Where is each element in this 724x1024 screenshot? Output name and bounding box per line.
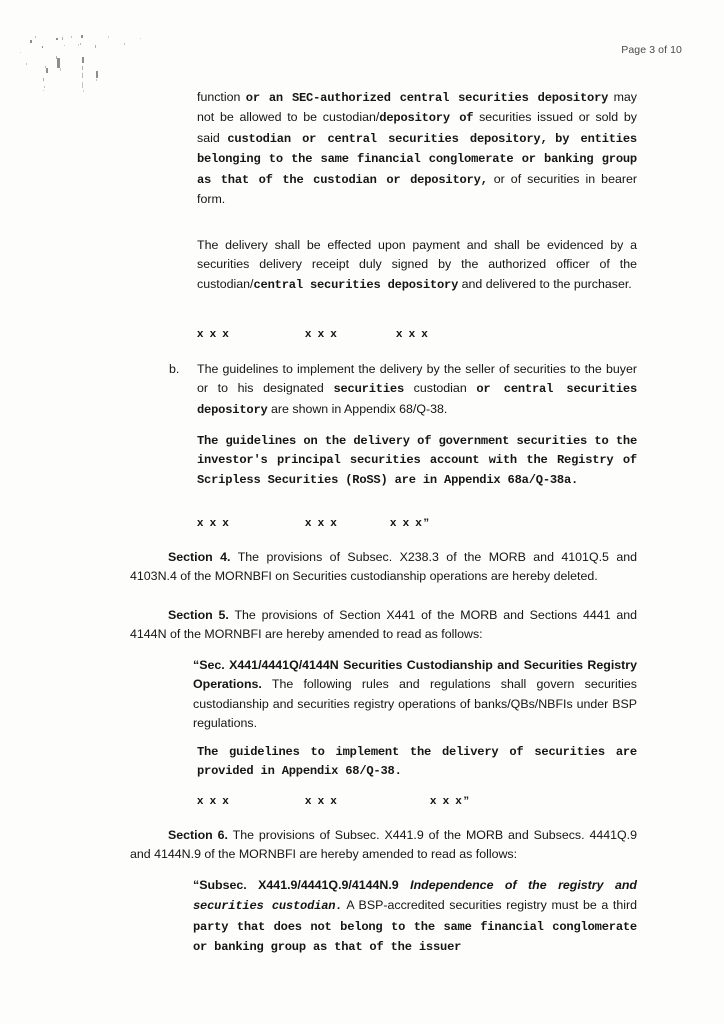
paragraph-section-4 — [130, 548, 637, 587]
section-label: Section 5. — [168, 608, 229, 622]
quote-heading: “Subsec. X441.9/4441Q.9/4144N.9 — [193, 878, 399, 892]
text-run-mono: central securities depository — [253, 277, 459, 292]
list-item-b — [169, 360, 637, 420]
xxx-separator-3c: x x x” — [430, 795, 471, 807]
quote-title-italic: Independence of the registry and — [398, 878, 637, 892]
paragraph-quote-subsec-x441-9 — [193, 876, 637, 958]
section-label: Section 6. — [168, 828, 228, 842]
paragraph-ross-guidelines: The guidelines on the delivery of government securities to the investor's principal securities account with the Registry of Scripless Securities (RoSS) are in Appendix 68a/Q-38a. — [197, 434, 637, 487]
text-run: The guidelines to implement the delivery by the seller of securities to the buyer or to his designated — [197, 362, 637, 396]
text-run: are shown in Appendix 68/Q-38. — [267, 401, 448, 416]
list-item-text — [197, 360, 637, 420]
paragraph-guidelines-implement: The guidelines to implement the delivery of securities are provided in Appendix 68/Q-38. — [197, 745, 637, 779]
paragraph-section-6 — [130, 826, 637, 865]
paragraph-function-sec-authorized — [197, 88, 637, 209]
text-run-mono: or an SEC-authorized central securities depository — [245, 91, 609, 105]
text-run-mono: custodian or central securities depository, — [227, 131, 548, 146]
text-run-mono: depository of — [379, 111, 474, 126]
text-run: securities issued or sold by said — [197, 110, 637, 145]
xxx-separator-3b: x x x — [305, 795, 339, 807]
text-run: custodian — [404, 381, 477, 396]
text-run: and delivered to the purchaser. — [458, 276, 632, 291]
text-run: may not be allowed to be custodian/ — [197, 90, 638, 125]
text-run: The provisions of Section X441 of the MORB and Sections 4441 and 4144N of the MORNBFI are hereby amended to read as follows: — [130, 608, 637, 642]
text-run-mono: by entities belonging to the same financial conglomerate or banking group as that of the custodian or depository, — [197, 131, 637, 187]
page-number-header: Page 3 of 10 — [621, 44, 682, 56]
paragraph-section-5 — [130, 606, 637, 645]
section-label: Section 4. — [168, 550, 231, 564]
paragraph-delivery-effected — [197, 236, 637, 295]
scan-noise-artifacts — [0, 0, 170, 90]
text-run: or of securities in bearer form. — [197, 171, 637, 207]
text-run: The following rules and regulations shall govern securities custodianship and securities registry operations of banks/QBs/NBFIs under BSP regulations. — [193, 677, 637, 731]
quote-heading: “Sec. X441/4441Q/4144N Securities Custodianship and Securities Registry Operations. — [193, 658, 637, 692]
text-run: The provisions of Subsec. X441.9 of the MORB and Subsecs. 4441Q.9 and 4144N.9 of the MORNBFI are hereby amended to read as follows: — [130, 828, 637, 862]
xxx-separator-1c: x x x — [396, 328, 430, 340]
xxx-separator-3a: x x x — [197, 795, 231, 807]
text-run: function — [197, 90, 246, 104]
text-run-mono: securities — [333, 382, 405, 397]
quote-title-italic-mono: securities custodian. — [193, 899, 343, 914]
list-item-marker: b. — [169, 362, 180, 376]
paragraph-quote-sec-x441 — [193, 656, 637, 734]
text-run: The provisions of Subsec. X238.3 of the MORB and 4101Q.5 and 4103N.4 of the MORNBFI on Securities custodianship operations are hereby deleted. — [130, 550, 638, 584]
xxx-separator-2c: x x x” — [390, 517, 431, 529]
xxx-separator-1a: x x x — [197, 328, 231, 340]
text-run-mono: or central securities depository — [197, 382, 637, 417]
xxx-separator-1b: x x x — [305, 328, 339, 340]
xxx-separator-2a: x x x — [197, 517, 231, 529]
text-run: A BSP-accredited securities registry must be a third — [342, 898, 637, 913]
xxx-separator-2b: x x x — [305, 517, 339, 529]
text-run-mono: party that does not belong to the same financial conglomerate or banking group as that of the issuer — [193, 919, 637, 955]
text-run: The delivery shall be effected upon payment and shall be evidenced by a securities delivery receipt duly signed by the authorized officer of the custodian/ — [197, 238, 637, 291]
